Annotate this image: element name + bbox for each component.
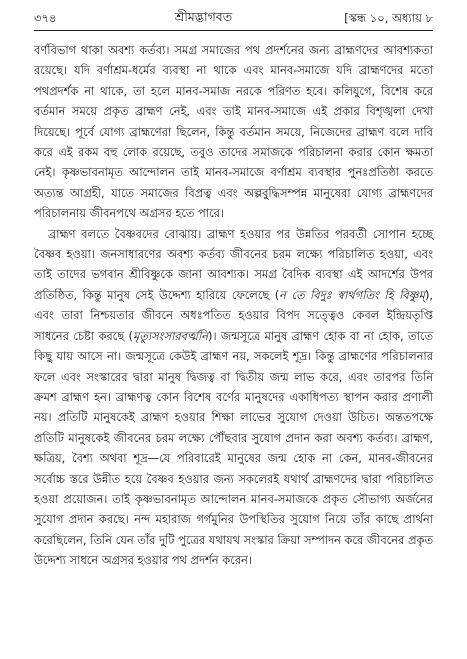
sanskrit-quote: মৃত্যুসংসারবর্ত্মনি bbox=[132, 328, 209, 343]
paragraph-1 bbox=[34, 40, 433, 224]
sanskrit-quote: ন তে বিদুঃ স্বার্থগতিং হি বিষ্ণুম্ bbox=[279, 287, 425, 302]
book-title: শ্রীমদ্ভাগবত bbox=[174, 9, 233, 24]
page-header bbox=[34, 8, 433, 31]
page-body bbox=[34, 40, 433, 571]
page-number: ৩৭৪ bbox=[34, 10, 57, 25]
paragraph-text: ব্রাহ্মণ বলতে বৈষ্ণবদের বোঝায়। ব্রাহ্মণ হওয়ার পর উন্নতির পরবর্তী সোপান হচ্ছে বৈষ্ণব হওয়া। জনসাধারণের অবশ্য কর্তব্য জীবনের চরম লক্ষ্যে পরিচালিত হওয়া, এবং তাই তাদের ভগবান শ্রীবিষ্ণুকে জানা আবশ্যক। সমগ্র বৈদিক ব্যবস্থা এই আদর্শের উপর প্রতিষ্ঠিত, কিন্তু মানুষ সেই উদ্দেশ্য হারিয়ে ফেলেছে ( bbox=[34, 226, 433, 302]
paragraph-2 bbox=[34, 224, 433, 571]
paragraph-text: বর্ণবিভাগ থাকা অবশ্য কর্তব্য। সমগ্র সমাজের পথ প্রদর্শনের জন্য ব্রাহ্মণদের আবশ্যকতা রয়েছে। যদি বর্ণাশ্রম-ধর্মের ব্যবস্থা না থাকে এবং মানব-সমাজে যদি ব্রাহ্মণদের মতো পথপ্রদর্শক না থাকে, তা হলে মানব-সমাজ নরকে পরিণত হবে। কলিযুগে, বিশেষ করে বর্তমান সময়ে প্রকৃত ব্রাহ্মণ নেই, এবং তাই মানব-সমাজে এই প্রকার বিশৃঙ্খলা দেখা দিয়েছে। পূর্বে যোগ্য ব্রাহ্মণেরা ছিলেন, কিন্তু বর্তমান সময়ে, নিজেদের ব্রাহ্মণ বলে দাবি করে এই রকম বহু লোক রয়েছে, তবুও তাদের সমাজকে পরিচালনা করার কোন ক্ষমতা নেই। কৃষ্ণভাবনামৃত আন্দোলন তাই মানব-সমাজে বর্ণাশ্রম ব্যবস্থার পুনঃপ্রতিষ্ঠা করতে অত্যন্ত আগ্রহী, যাতে সমাজের বিপ্রত্ব এবং অল্পবুদ্ধিসম্পন্ন মানুষেরা যোগ্য ব্রাহ্মণদের পরিচালনায় জীবনপথে অগ্রসর হতে পারে। bbox=[34, 43, 433, 221]
chapter-reference: [স্কন্ধ ১০, অধ্যায় ৮ bbox=[344, 10, 433, 25]
paragraph-text: )। জন্মসূত্রে মানুষ ব্রাহ্মণ হোক বা না হোক, তাতে কিছু যায় আসে না। জন্মসূত্রে কেউই ব্রাহ্মণ নয়, সকলেই শূদ্র। কিন্তু ব্রাহ্মণের পরিচালনার ফলে এবং সংস্কারের দ্বারা মানুষ দ্বিজত্ব বা দ্বিতীয় জন্ম লাভ করে, এবং তারপর তিনি ক্রমশ ব্রাহ্মণ হন। ব্রাহ্মণত্ব কোন বিশেষ বর্ণের মানুষদের একাধিপত্য স্থাপন করার প্রণালী নয়। প্রতিটি মানুষকেই ব্রাহ্মণ হওয়ার শিক্ষা লাভের সুযোগ দেওয়া উচিত। অন্ততপক্ষে প্রতিটি মানুষকেই জীবনের চরম লক্ষ্যে পৌঁছবার সুযোগ প্রদান করা অবশ্য কর্তব্য। ব্রাহ্মণ, ক্ষত্রিয়, বৈশ্য অথবা শূদ্র—যে পরিবারেই মানুষের জন্ম হোক না কেন, মানব-জীবনের সর্বোচ্চ স্তরে উন্নীত হয়ে বৈষ্ণব হওয়ার জন্য সকলেরই যথার্থ ব্রাহ্মণদের দ্বারা পরিচালিত হওয়া প্রয়োজন। তাই কৃষ্ণভাবনামৃত আন্দোলন মানব-সমাজকে প্রকৃত সৌভাগ্য অর্জনের সুযোগ প্রদান করছে। নন্দ মহারাজ গর্গমুনির উপস্থিতির সুযোগ নিয়ে তাঁর কাছে প্রার্থনা করেছিলেন, তিনি যেন তাঁর দুটি পুত্রের যথাযথ সংস্কার ক্রিয়া সম্পাদন করে জীবনের প্রকৃত উদ্দেশ্য সাধনে অগ্রসর হওয়ার পথ প্রদর্শন করেন। bbox=[34, 328, 433, 568]
paragraph-text: ), এবং তারা নিশ্চয়তার জীবনে অধঃপতিত হওয়ার বিপদ সত্ত্বেও কেবল ইন্দ্রিয়তৃপ্তি সাধনের চেষ্টা করছে ( bbox=[34, 287, 434, 343]
